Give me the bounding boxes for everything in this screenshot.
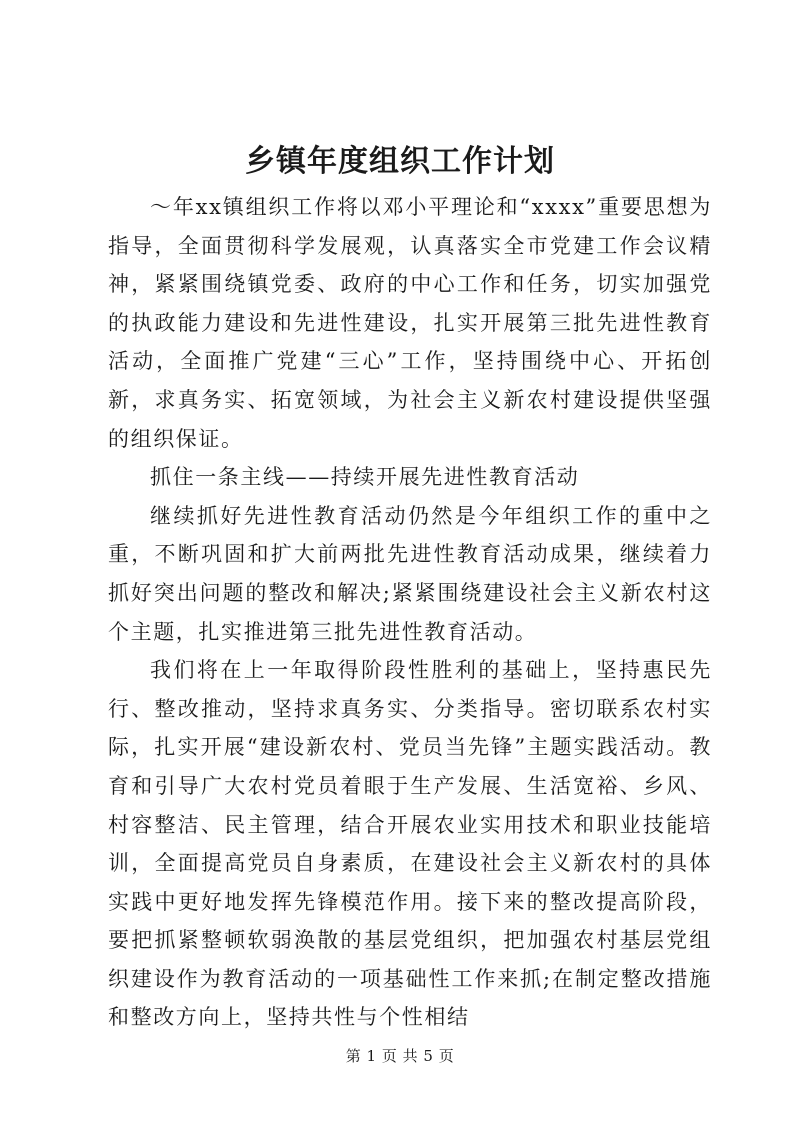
paragraph-intro: ～年xx镇组织工作将以邓小平理论和“xxxx”重要思想为指导，全面贯彻科学发展观，认真落实全市党建工作会议精神，紧紧围绕镇党委、政府的中心工作和任务，切实加强党的执政能力建设和先进性建设，扎实开展第三批先进性教育活动，全面推广党建“三心”工作，坚持围绕中心、开拓创新，求真务实、拓宽领域，为社会主义新农村建设提供坚强的组织保证。: [108, 195, 712, 451]
paragraph-continue-education: 继续抓好先进性教育活动仍然是今年组织工作的重中之重，不断巩固和扩大前两批先进性教育活动成果，继续着力抓好突出问题的整改和解决;紧紧围绕建设社会主义新农村这个主题，扎实推进第三批先进性教育活动。: [108, 503, 712, 644]
section-heading: 抓住一条主线——持续开展先进性教育活动: [150, 465, 580, 490]
paragraph-practice-activities: 我们将在上一年取得阶段性胜利的基础上，坚持惠民先行、整改推动，坚持求真务实、分类指导。密切联系农村实际，扎实开展“建设新农村、党员当先锋”主题实践活动。教育和引导广大农村党员着眼于生产发展、生活宽裕、乡风、村容整洁、民主管理，结合开展农业实用技术和职业技能培训，全面提高党员自身素质，在建设社会主义新农村的具体实践中更好地发挥先锋模范作用。接下来的整改提高阶段，要把抓紧整顿软弱涣散的基层党组织，把加强农村基层党组织建设作为教育活动的一项基础性工作来抓;在制定整改措施和整改方向上，坚持共性与个性相结: [108, 658, 712, 1030]
page-number: 第 1 页 共 5 页: [345, 1047, 455, 1065]
document-title: 乡镇年度组织工作计划: [245, 144, 555, 179]
document-body: [108, 188, 712, 1037]
